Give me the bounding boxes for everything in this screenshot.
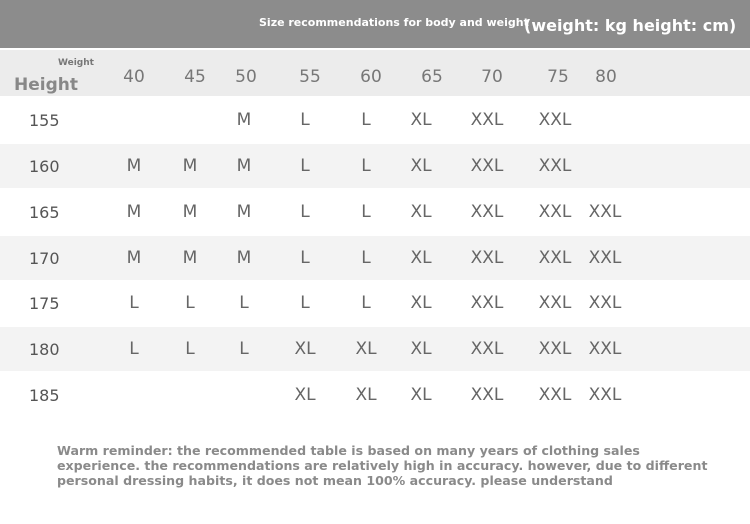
size-cell: XXL bbox=[470, 248, 504, 268]
weight-col-70: 70 bbox=[481, 67, 503, 87]
weight-axis-label: Weight bbox=[58, 58, 94, 68]
table-row bbox=[0, 327, 750, 371]
size-cell: L bbox=[300, 202, 310, 222]
size-cell: XL bbox=[410, 248, 432, 268]
size-cell: L bbox=[239, 293, 249, 313]
height-cell: 155 bbox=[29, 111, 60, 130]
size-cell: M bbox=[126, 248, 142, 268]
size-cell: XXL bbox=[538, 156, 572, 176]
size-cell: L bbox=[300, 293, 310, 313]
height-axis-label: Height bbox=[14, 75, 78, 95]
size-cell: L bbox=[300, 248, 310, 268]
size-cell: XXL bbox=[588, 385, 622, 405]
size-cell: XL bbox=[410, 202, 432, 222]
weight-col-80: 80 bbox=[595, 67, 617, 87]
height-cell: 170 bbox=[29, 249, 60, 268]
warm-reminder-note: Warm reminder: the recommended table is based on many years of clothing sales experience. the recommendations are relatively high in accuracy. however, due to different personal dressing habits, it does not mean 100% accuracy. please understand bbox=[57, 443, 708, 488]
height-cell: 180 bbox=[29, 340, 60, 359]
size-cell: M bbox=[182, 202, 198, 222]
height-cell: 185 bbox=[29, 386, 60, 405]
size-cell: M bbox=[182, 248, 198, 268]
size-cell: XXL bbox=[470, 156, 504, 176]
size-cell: XXL bbox=[538, 293, 572, 313]
size-cell: M bbox=[126, 202, 142, 222]
size-cell: XL bbox=[355, 339, 377, 359]
size-cell: M bbox=[182, 156, 198, 176]
height-cell: 175 bbox=[29, 294, 60, 313]
size-cell: XXL bbox=[588, 339, 622, 359]
chart-title: Size recommendations for body and weight bbox=[259, 16, 529, 29]
size-cell: XXL bbox=[470, 110, 504, 130]
weight-col-55: 55 bbox=[299, 67, 321, 87]
size-cell: XXL bbox=[538, 110, 572, 130]
size-cell: XXL bbox=[470, 293, 504, 313]
table-row bbox=[0, 98, 750, 142]
size-cell: XL bbox=[294, 339, 316, 359]
size-cell: L bbox=[129, 339, 139, 359]
height-cell: 165 bbox=[29, 203, 60, 222]
size-cell: L bbox=[129, 293, 139, 313]
size-cell: XXL bbox=[588, 202, 622, 222]
table-row bbox=[0, 236, 750, 280]
units-label: (weight: kg height: cm) bbox=[524, 16, 737, 35]
size-cell: L bbox=[361, 293, 371, 313]
height-cell: 160 bbox=[29, 157, 60, 176]
size-cell: L bbox=[361, 202, 371, 222]
size-cell: L bbox=[361, 110, 371, 130]
weight-col-50: 50 bbox=[235, 67, 257, 87]
size-cell: L bbox=[361, 156, 371, 176]
size-cell: L bbox=[185, 339, 195, 359]
size-cell: M bbox=[236, 110, 252, 130]
size-cell: L bbox=[361, 248, 371, 268]
size-cell: XXL bbox=[538, 385, 572, 405]
weight-col-45: 45 bbox=[184, 67, 206, 87]
weight-col-65: 65 bbox=[421, 67, 443, 87]
weight-col-75: 75 bbox=[547, 67, 569, 87]
weight-col-40: 40 bbox=[123, 67, 145, 87]
size-cell: L bbox=[300, 110, 310, 130]
size-cell: XL bbox=[410, 156, 432, 176]
title-bar bbox=[0, 0, 750, 48]
weight-col-60: 60 bbox=[360, 67, 382, 87]
size-cell: L bbox=[185, 293, 195, 313]
table-row bbox=[0, 190, 750, 234]
size-cell: M bbox=[236, 248, 252, 268]
size-cell: XL bbox=[410, 339, 432, 359]
size-cell: L bbox=[300, 156, 310, 176]
table-row bbox=[0, 144, 750, 188]
size-cell: XXL bbox=[470, 339, 504, 359]
size-cell: XL bbox=[294, 385, 316, 405]
size-cell: XXL bbox=[538, 248, 572, 268]
table-row bbox=[0, 373, 750, 417]
size-cell: XL bbox=[410, 385, 432, 405]
size-cell: XXL bbox=[538, 339, 572, 359]
size-cell: M bbox=[236, 156, 252, 176]
size-cell: XXL bbox=[588, 293, 622, 313]
size-cell: XL bbox=[410, 293, 432, 313]
size-cell: XL bbox=[355, 385, 377, 405]
table-row bbox=[0, 281, 750, 325]
size-cell: XXL bbox=[538, 202, 572, 222]
weight-header-row bbox=[0, 50, 750, 96]
size-cell: XL bbox=[410, 110, 432, 130]
size-cell: L bbox=[239, 339, 249, 359]
size-cell: XXL bbox=[588, 248, 622, 268]
size-cell: M bbox=[236, 202, 252, 222]
size-cell: M bbox=[126, 156, 142, 176]
size-cell: XXL bbox=[470, 385, 504, 405]
size-cell: XXL bbox=[470, 202, 504, 222]
